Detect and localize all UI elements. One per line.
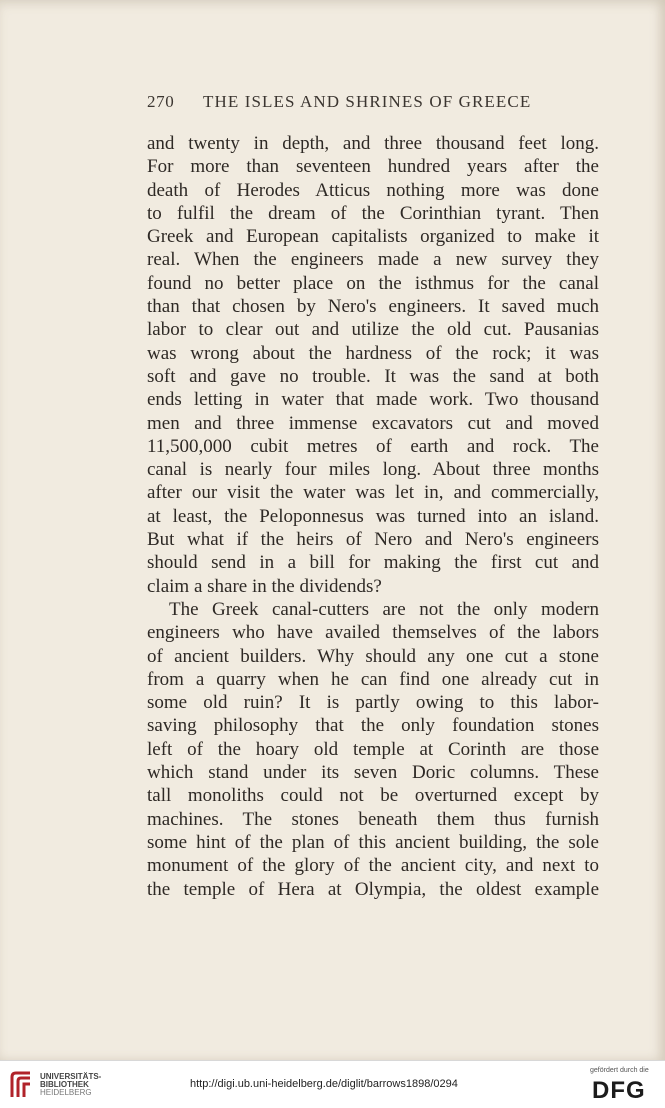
text-line: For more than seventeen hundred years after the — [147, 156, 599, 178]
text-line: and twenty in depth, and three thousand feet long. — [147, 133, 599, 154]
text-line: some old ruin? It is partly owing to this labor- — [147, 692, 599, 714]
text-line: was wrong about the hardness of the rock; it was — [147, 342, 599, 364]
text-line: labor to clear out and utilize the old cut. Pausanias — [147, 319, 599, 341]
paragraph-1 — [147, 132, 599, 598]
institution-line: UNIVERSITÄTS- — [40, 1072, 102, 1081]
text-line: the temple of Hera at Olympia, the oldest example — [147, 878, 599, 900]
text-line: machines. The stones beneath them thus furnish — [147, 808, 599, 830]
running-title: THE ISLES AND SHRINES OF GREECE — [203, 92, 532, 111]
text-line: tall monoliths could not be overturned except by — [147, 785, 599, 807]
text-line: monument of the glory of the ancient city, and next to — [147, 855, 599, 877]
text-line: soft and gave no trouble. It was the sand at both — [147, 365, 599, 387]
text-line: claim a share in the dividends? — [147, 575, 382, 597]
text-line: engineers who have availed themselves of the labors — [147, 622, 599, 644]
text-line: than that chosen by Nero's engineers. It saved much — [147, 296, 599, 318]
funded-by-label: gefördert durch die — [590, 1067, 649, 1074]
text-line: But what if the heirs of Nero and Nero's engineers — [147, 529, 599, 551]
text-line: men and three immense excavators cut and moved — [147, 412, 599, 434]
text-line: to fulfil the dream of the Corinthian tyrant. Then — [147, 202, 599, 224]
text-line: real. When the engineers made a new survey they — [147, 249, 599, 271]
body-text — [147, 132, 599, 901]
text-line: ends letting in water that made work. Two thousand — [147, 389, 599, 411]
text-line: left of the hoary old temple at Corinth are those — [147, 738, 599, 760]
ub-heidelberg-logo-icon — [8, 1069, 36, 1101]
text-line: canal is nearly four miles long. About three months — [147, 459, 599, 481]
text-line: some hint of the plan of this ancient building, the sole — [147, 831, 599, 853]
text-line: of ancient builders. Why should any one cut a stone — [147, 645, 599, 667]
text-line: saving philosophy that the only foundation stones — [147, 715, 599, 737]
paragraph-2 — [147, 598, 599, 901]
page-number: 270 — [147, 92, 175, 111]
institution-line: HEIDELBERG — [40, 1088, 92, 1097]
text-line: after our visit the water was let in, and commercially, — [147, 482, 599, 504]
permalink-url[interactable]: http://digi.ub.uni-heidelberg.de/diglit/barrows1898/0294 — [190, 1078, 458, 1090]
digitization-footer — [0, 1060, 665, 1108]
text-line: from a quarry when he can find one already cut in — [147, 668, 599, 690]
text-line: Greek and European capitalists organized to make it — [147, 226, 599, 248]
text-line: death of Herodes Atticus nothing more was done — [147, 179, 599, 201]
text-line: at least, the Peloponnesus was turned into an island. — [147, 505, 599, 527]
running-head — [147, 92, 597, 112]
text-line: The Greek canal-cutters are not the only modern — [169, 598, 599, 620]
institution-name — [40, 1073, 101, 1097]
text-line: which stand under its seven Doric columns. These — [147, 762, 599, 784]
text-line: found no better place on the isthmus for the canal — [147, 272, 599, 294]
text-line: 11,500,000 cubit metres of earth and rock. The — [147, 435, 599, 457]
institution-line: BIBLIOTHEK — [40, 1080, 89, 1089]
text-line: should send in a bill for making the first cut and — [147, 552, 599, 574]
dfg-logo: DFG — [592, 1077, 646, 1104]
